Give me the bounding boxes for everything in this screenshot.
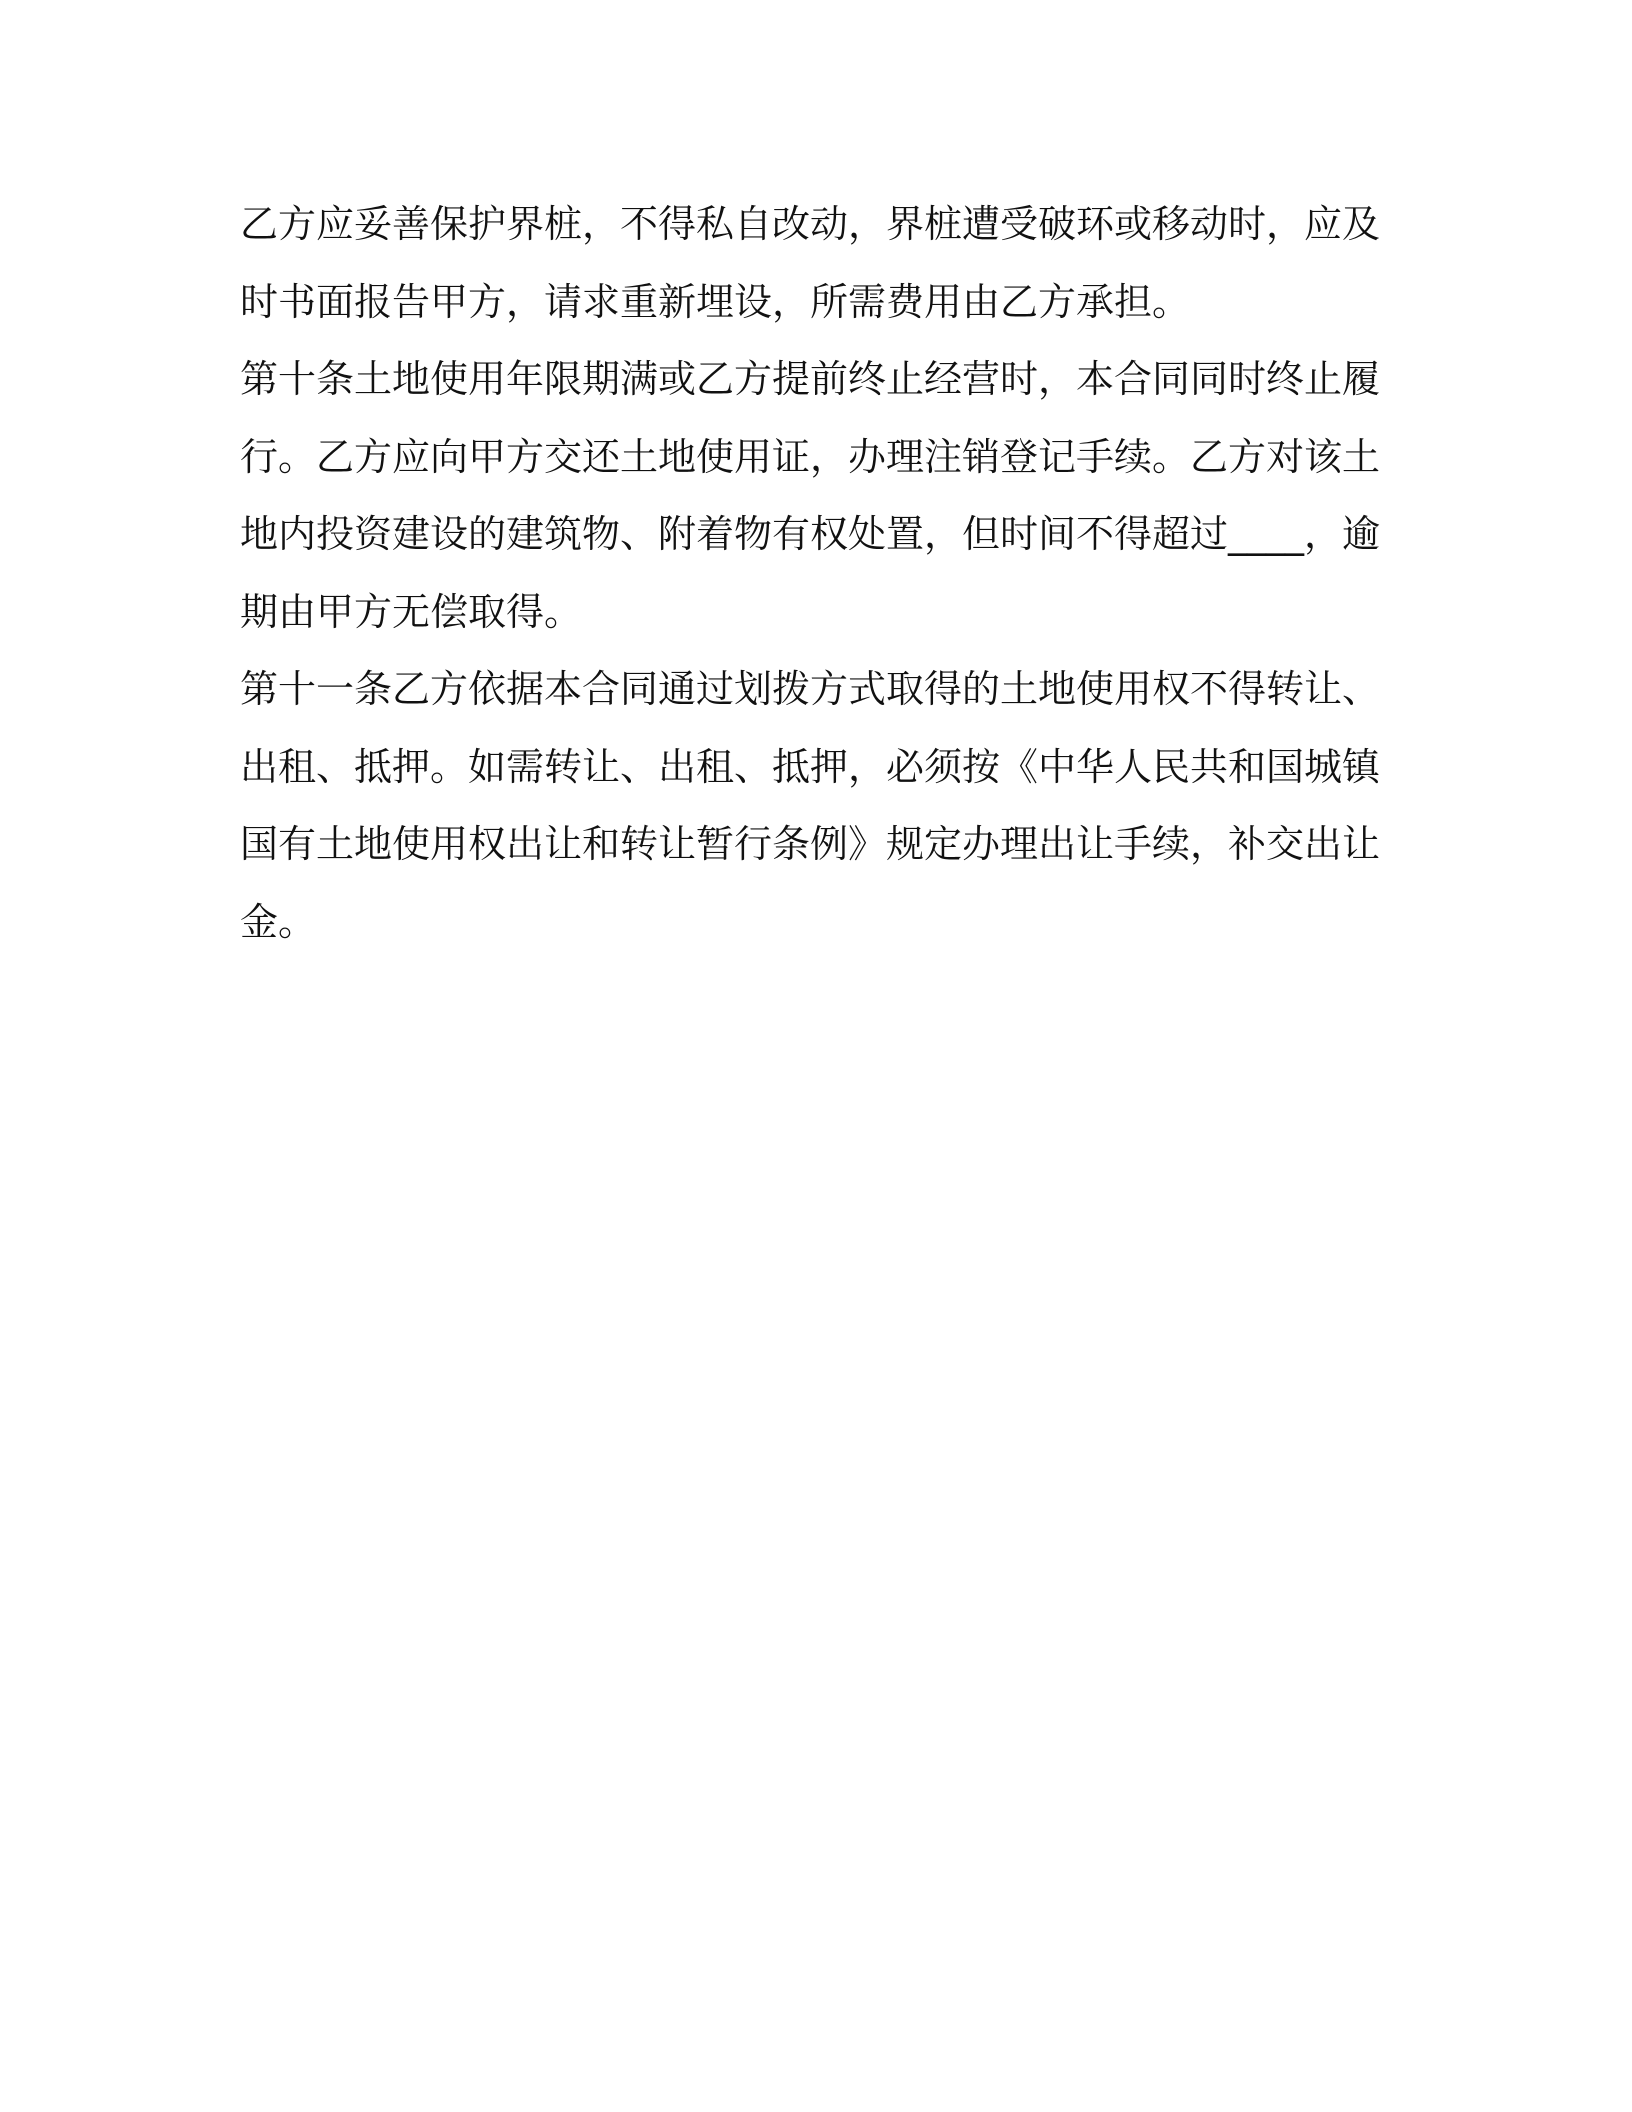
text-line: 第十一条乙方依据本合同通过划拨方式取得的土地使用权不得转让、 xyxy=(240,667,1381,711)
text-line: 金。 xyxy=(240,899,317,944)
text-line: 第十条土地使用年限期满或乙方提前终止经营时，本合同同时终止履 xyxy=(240,357,1381,401)
text-line: 行。乙方应向甲方交还土地使用证，办理注销登记手续。乙方对该土 xyxy=(240,434,1381,479)
contract-text-block xyxy=(240,186,1380,961)
text-line: 出租、抵押。如需转让、出租、抵押，必须按《中华人民共和国城镇 xyxy=(240,744,1381,789)
text-line: 时书面报告甲方，请求重新埋设，所需费用由乙方承担。 xyxy=(240,279,1191,324)
text-line: 地内投资建设的建筑物、附着物有权处置，但时间不得超过____，逾 xyxy=(240,512,1381,556)
text-line: 国有土地使用权出让和转让暂行条例》规定办理出让手续，补交出让 xyxy=(240,822,1381,866)
text-line: 期由甲方无偿取得。 xyxy=(240,589,583,634)
text-line: 乙方应妥善保护界桩，不得私自改动，界桩遭受破环或移动时，应及 xyxy=(240,202,1381,246)
